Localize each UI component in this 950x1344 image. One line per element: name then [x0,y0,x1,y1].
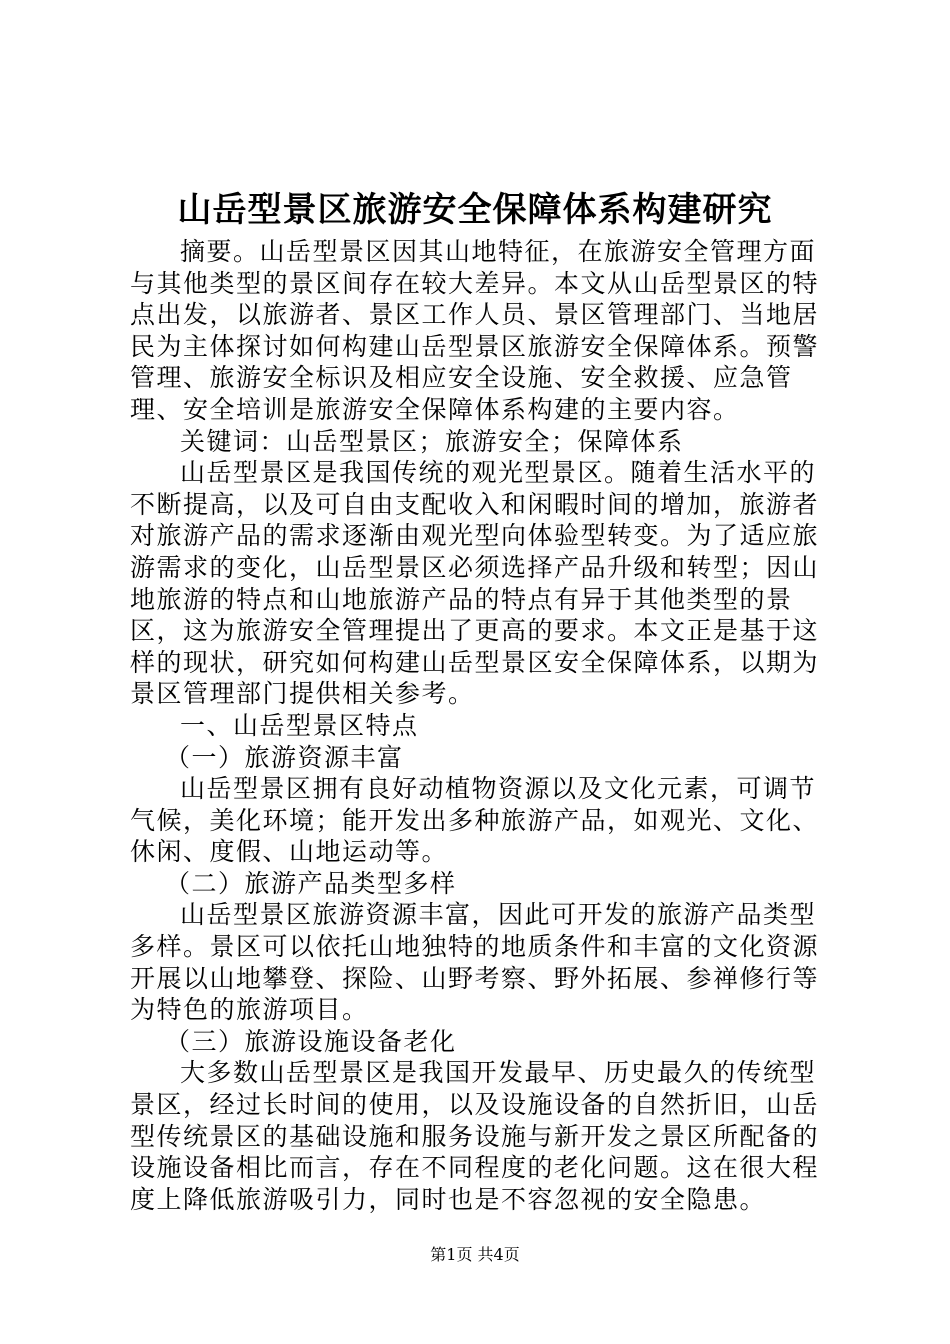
intro-paragraph: 山岳型景区是我国传统的观光型景区。随着生活水平的不断提高，以及可自由支配收入和闲暇时间的增加，旅游者对旅游产品的需求逐渐由观光型向体验型转变。为了适应旅游需求的变化，山岳型景区必须选择产品升级和转型；因山地旅游的特点和山地旅游产品的特点有异于其他类型的景区，这为旅游安全管理提出了更高的要求。本文正是基于这样的现状，研究如何构建山岳型景区安全保障体系，以期为景区管理部门提供相关参考。 [130,458,820,709]
section-heading: 一、山岳型景区特点 [180,710,419,740]
document-title: 山岳型景区旅游安全保障体系构建研究 [177,190,773,230]
keywords-paragraph: 关键词：山岳型景区；旅游安全；保障体系 [180,426,684,456]
document-body [130,236,830,1215]
page-footer: 第1页 共4页 [430,1245,520,1264]
subsection-heading: （二）旅游产品类型多样 [165,868,457,898]
body-paragraph: 山岳型景区旅游资源丰富，因此可开发的旅游产品类型多样。景区可以依托山地独特的地质条件和丰富的文化资源开展以山地攀登、探险、山野考察、野外拓展、参禅修行等为特色的旅游项目。 [130,900,820,1025]
body-paragraph: 大多数山岳型景区是我国开发最早、历史最久的传统型景区，经过长时间的使用，以及设施设备的自然折旧，山岳型传统景区的基础设施和服务设施与新开发之景区所配备的设施设备相比而言，存在不同程度的老化问题。这在很大程度上降低旅游吸引力，同时也是不容忽视的安全隐患。 [130,1058,820,1214]
subsection-heading: （一）旅游资源丰富 [165,742,404,772]
body-paragraph: 山岳型景区拥有良好动植物资源以及文化元素，可调节气候，美化环境；能开发出多种旅游产品，如观光、文化、休闲、度假、山地运动等。 [130,774,820,867]
subsection-heading: （三）旅游设施设备老化 [165,1026,457,1056]
abstract-paragraph: 摘要。山岳型景区因其山地特征，在旅游安全管理方面与其他类型的景区间存在较大差异。本文从山岳型景区的特点出发，以旅游者、景区工作人员、景区管理部门、当地居民为主体探讨如何构建山岳型景区旅游安全保障体系。预警管理、旅游安全标识及相应安全设施、安全救援、应急管理、安全培训是旅游安全保障体系构建的主要内容。 [130,237,820,424]
